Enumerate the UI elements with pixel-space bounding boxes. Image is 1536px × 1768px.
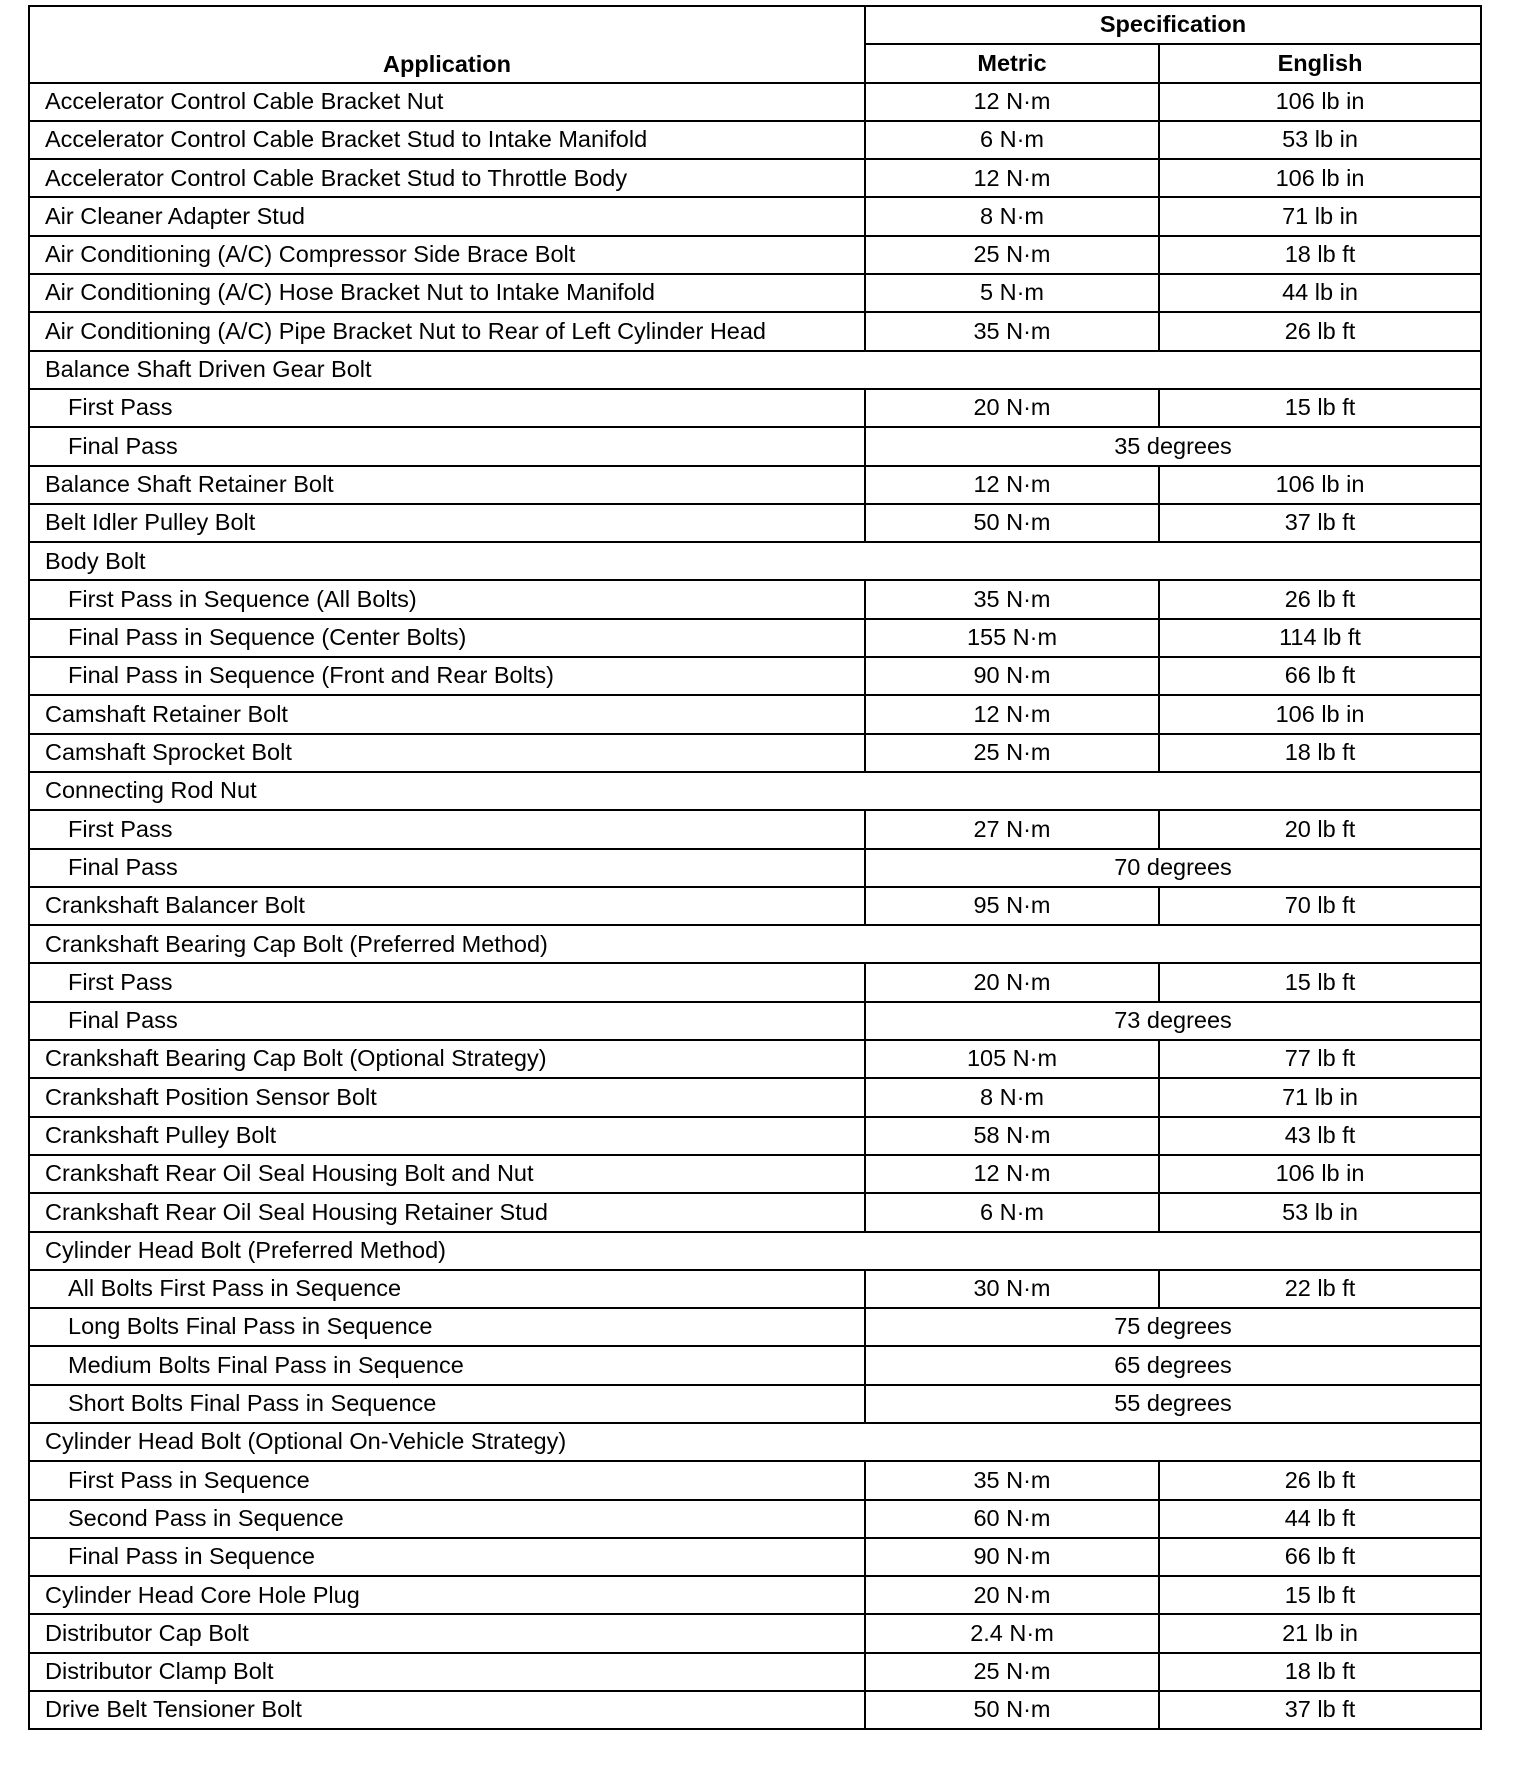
table-row bbox=[29, 504, 1481, 542]
metric-cell: 30 N·m bbox=[865, 1270, 1159, 1308]
english-cell: 26 lb ft bbox=[1159, 580, 1481, 618]
metric-cell: 25 N·m bbox=[865, 1653, 1159, 1691]
application-cell: Long Bolts Final Pass in Sequence bbox=[29, 1308, 865, 1346]
metric-cell: 12 N·m bbox=[865, 466, 1159, 504]
application-cell: Drive Belt Tensioner Bolt bbox=[29, 1691, 865, 1729]
metric-cell: 27 N·m bbox=[865, 810, 1159, 848]
application-cell: Medium Bolts Final Pass in Sequence bbox=[29, 1346, 865, 1384]
application-cell: Air Conditioning (A/C) Pipe Bracket Nut to Rear of Left Cylinder Head bbox=[29, 312, 865, 350]
metric-cell: 95 N·m bbox=[865, 887, 1159, 925]
english-cell: 70 lb ft bbox=[1159, 887, 1481, 925]
table-body bbox=[29, 83, 1481, 1730]
group-heading-cell: Body Bolt bbox=[29, 542, 1481, 580]
angle-spec-cell: 35 degrees bbox=[865, 427, 1481, 465]
metric-cell: 90 N·m bbox=[865, 657, 1159, 695]
english-cell: 26 lb ft bbox=[1159, 312, 1481, 350]
application-cell: Air Cleaner Adapter Stud bbox=[29, 197, 865, 235]
table-row bbox=[29, 236, 1481, 274]
english-cell: 20 lb ft bbox=[1159, 810, 1481, 848]
metric-cell: 2.4 N·m bbox=[865, 1614, 1159, 1652]
metric-cell: 12 N·m bbox=[865, 695, 1159, 733]
application-cell: Crankshaft Balancer Bolt bbox=[29, 887, 865, 925]
table-row bbox=[29, 963, 1481, 1001]
application-cell: Final Pass in Sequence (Front and Rear Bolts) bbox=[29, 657, 865, 695]
table-row bbox=[29, 849, 1481, 887]
application-cell: Cylinder Head Core Hole Plug bbox=[29, 1576, 865, 1614]
application-cell: Accelerator Control Cable Bracket Nut bbox=[29, 83, 865, 121]
metric-cell: 8 N·m bbox=[865, 197, 1159, 235]
application-cell: First Pass in Sequence (All Bolts) bbox=[29, 580, 865, 618]
application-cell: Final Pass in Sequence (Center Bolts) bbox=[29, 619, 865, 657]
application-cell: All Bolts First Pass in Sequence bbox=[29, 1270, 865, 1308]
english-cell: 18 lb ft bbox=[1159, 1653, 1481, 1691]
table-row bbox=[29, 389, 1481, 427]
application-cell: Air Conditioning (A/C) Compressor Side Brace Bolt bbox=[29, 236, 865, 274]
angle-spec-cell: 55 degrees bbox=[865, 1385, 1481, 1423]
metric-cell: 12 N·m bbox=[865, 159, 1159, 197]
application-cell: Distributor Clamp Bolt bbox=[29, 1653, 865, 1691]
metric-cell: 50 N·m bbox=[865, 504, 1159, 542]
english-cell: 66 lb ft bbox=[1159, 1538, 1481, 1576]
metric-cell: 6 N·m bbox=[865, 1193, 1159, 1231]
application-cell: First Pass bbox=[29, 963, 865, 1001]
english-cell: 77 lb ft bbox=[1159, 1040, 1481, 1078]
metric-cell: 58 N·m bbox=[865, 1117, 1159, 1155]
english-cell: 15 lb ft bbox=[1159, 963, 1481, 1001]
table-row bbox=[29, 312, 1481, 350]
table-row bbox=[29, 1653, 1481, 1691]
english-cell: 114 lb ft bbox=[1159, 619, 1481, 657]
group-heading-cell: Crankshaft Bearing Cap Bolt (Preferred Method) bbox=[29, 925, 1481, 963]
table-row bbox=[29, 427, 1481, 465]
table-row bbox=[29, 1538, 1481, 1576]
application-cell: First Pass bbox=[29, 810, 865, 848]
application-cell: Camshaft Sprocket Bolt bbox=[29, 734, 865, 772]
table-row bbox=[29, 1346, 1481, 1384]
table-row bbox=[29, 1193, 1481, 1231]
application-cell: Crankshaft Position Sensor Bolt bbox=[29, 1078, 865, 1116]
torque-spec-table bbox=[28, 5, 1482, 1730]
application-cell: Second Pass in Sequence bbox=[29, 1500, 865, 1538]
table-row bbox=[29, 466, 1481, 504]
metric-cell: 5 N·m bbox=[865, 274, 1159, 312]
group-heading-cell: Connecting Rod Nut bbox=[29, 772, 1481, 810]
metric-cell: 155 N·m bbox=[865, 619, 1159, 657]
application-cell: Camshaft Retainer Bolt bbox=[29, 695, 865, 733]
metric-cell: 12 N·m bbox=[865, 83, 1159, 121]
english-cell: 66 lb ft bbox=[1159, 657, 1481, 695]
metric-cell: 25 N·m bbox=[865, 734, 1159, 772]
application-cell: Final Pass bbox=[29, 1002, 865, 1040]
application-cell: Distributor Cap Bolt bbox=[29, 1614, 865, 1652]
header-row-top bbox=[29, 6, 1481, 44]
table-row bbox=[29, 619, 1481, 657]
table-row bbox=[29, 1155, 1481, 1193]
metric-cell: 35 N·m bbox=[865, 580, 1159, 618]
table-row bbox=[29, 159, 1481, 197]
english-cell: 44 lb ft bbox=[1159, 1500, 1481, 1538]
table-row bbox=[29, 695, 1481, 733]
table-group-heading-row bbox=[29, 351, 1481, 389]
application-cell: Crankshaft Bearing Cap Bolt (Optional Strategy) bbox=[29, 1040, 865, 1078]
table-row bbox=[29, 83, 1481, 121]
application-cell: Final Pass in Sequence bbox=[29, 1538, 865, 1576]
metric-cell: 20 N·m bbox=[865, 389, 1159, 427]
english-cell: 106 lb in bbox=[1159, 1155, 1481, 1193]
table-row bbox=[29, 1691, 1481, 1729]
table-row bbox=[29, 121, 1481, 159]
table-row bbox=[29, 1040, 1481, 1078]
table-row bbox=[29, 1614, 1481, 1652]
metric-cell: 6 N·m bbox=[865, 121, 1159, 159]
group-heading-cell: Cylinder Head Bolt (Preferred Method) bbox=[29, 1232, 1481, 1270]
table-header bbox=[29, 6, 1481, 83]
english-cell: 106 lb in bbox=[1159, 466, 1481, 504]
english-cell: 18 lb ft bbox=[1159, 236, 1481, 274]
english-cell: 106 lb in bbox=[1159, 159, 1481, 197]
group-heading-cell: Balance Shaft Driven Gear Bolt bbox=[29, 351, 1481, 389]
angle-spec-cell: 73 degrees bbox=[865, 1002, 1481, 1040]
metric-cell: 20 N·m bbox=[865, 963, 1159, 1001]
application-column-header: Application bbox=[29, 6, 865, 83]
metric-cell: 20 N·m bbox=[865, 1576, 1159, 1614]
metric-cell: 90 N·m bbox=[865, 1538, 1159, 1576]
group-heading-cell: Cylinder Head Bolt (Optional On-Vehicle Strategy) bbox=[29, 1423, 1481, 1461]
english-cell: 18 lb ft bbox=[1159, 734, 1481, 772]
english-cell: 106 lb in bbox=[1159, 83, 1481, 121]
table-row bbox=[29, 810, 1481, 848]
english-cell: 37 lb ft bbox=[1159, 1691, 1481, 1729]
table-row bbox=[29, 1308, 1481, 1346]
table-row bbox=[29, 197, 1481, 235]
table-row bbox=[29, 1117, 1481, 1155]
angle-spec-cell: 75 degrees bbox=[865, 1308, 1481, 1346]
table-row bbox=[29, 1461, 1481, 1499]
application-cell: Crankshaft Pulley Bolt bbox=[29, 1117, 865, 1155]
metric-cell: 60 N·m bbox=[865, 1500, 1159, 1538]
angle-spec-cell: 70 degrees bbox=[865, 849, 1481, 887]
table-group-heading-row bbox=[29, 1232, 1481, 1270]
application-cell: First Pass bbox=[29, 389, 865, 427]
english-cell: 22 lb ft bbox=[1159, 1270, 1481, 1308]
english-cell: 53 lb in bbox=[1159, 1193, 1481, 1231]
english-cell: 15 lb ft bbox=[1159, 1576, 1481, 1614]
application-cell: Accelerator Control Cable Bracket Stud to Throttle Body bbox=[29, 159, 865, 197]
table-group-heading-row bbox=[29, 1423, 1481, 1461]
english-cell: 26 lb ft bbox=[1159, 1461, 1481, 1499]
metric-column-header: Metric bbox=[865, 44, 1159, 82]
table-row bbox=[29, 657, 1481, 695]
english-cell: 53 lb in bbox=[1159, 121, 1481, 159]
metric-cell: 25 N·m bbox=[865, 236, 1159, 274]
metric-cell: 35 N·m bbox=[865, 1461, 1159, 1499]
english-cell: 37 lb ft bbox=[1159, 504, 1481, 542]
application-cell: Balance Shaft Retainer Bolt bbox=[29, 466, 865, 504]
table-row bbox=[29, 1002, 1481, 1040]
english-cell: 106 lb in bbox=[1159, 695, 1481, 733]
application-cell: First Pass in Sequence bbox=[29, 1461, 865, 1499]
english-cell: 43 lb ft bbox=[1159, 1117, 1481, 1155]
english-cell: 44 lb in bbox=[1159, 274, 1481, 312]
specification-column-header: Specification bbox=[865, 6, 1481, 44]
table-group-heading-row bbox=[29, 542, 1481, 580]
application-cell: Short Bolts Final Pass in Sequence bbox=[29, 1385, 865, 1423]
angle-spec-cell: 65 degrees bbox=[865, 1346, 1481, 1384]
table-row bbox=[29, 1385, 1481, 1423]
metric-cell: 50 N·m bbox=[865, 1691, 1159, 1729]
english-cell: 21 lb in bbox=[1159, 1614, 1481, 1652]
metric-cell: 8 N·m bbox=[865, 1078, 1159, 1116]
application-cell: Air Conditioning (A/C) Hose Bracket Nut to Intake Manifold bbox=[29, 274, 865, 312]
table-row bbox=[29, 1500, 1481, 1538]
english-cell: 71 lb in bbox=[1159, 1078, 1481, 1116]
application-cell: Crankshaft Rear Oil Seal Housing Bolt and Nut bbox=[29, 1155, 865, 1193]
english-column-header: English bbox=[1159, 44, 1481, 82]
table-row bbox=[29, 887, 1481, 925]
application-cell: Final Pass bbox=[29, 849, 865, 887]
table-row bbox=[29, 734, 1481, 772]
metric-cell: 12 N·m bbox=[865, 1155, 1159, 1193]
table-row bbox=[29, 1576, 1481, 1614]
metric-cell: 35 N·m bbox=[865, 312, 1159, 350]
table-row bbox=[29, 580, 1481, 618]
metric-cell: 105 N·m bbox=[865, 1040, 1159, 1078]
table-group-heading-row bbox=[29, 925, 1481, 963]
table-group-heading-row bbox=[29, 772, 1481, 810]
application-cell: Final Pass bbox=[29, 427, 865, 465]
application-cell: Crankshaft Rear Oil Seal Housing Retainer Stud bbox=[29, 1193, 865, 1231]
english-cell: 15 lb ft bbox=[1159, 389, 1481, 427]
english-cell: 71 lb in bbox=[1159, 197, 1481, 235]
application-cell: Belt Idler Pulley Bolt bbox=[29, 504, 865, 542]
table-row bbox=[29, 1270, 1481, 1308]
table-row bbox=[29, 1078, 1481, 1116]
application-cell: Accelerator Control Cable Bracket Stud to Intake Manifold bbox=[29, 121, 865, 159]
table-row bbox=[29, 274, 1481, 312]
